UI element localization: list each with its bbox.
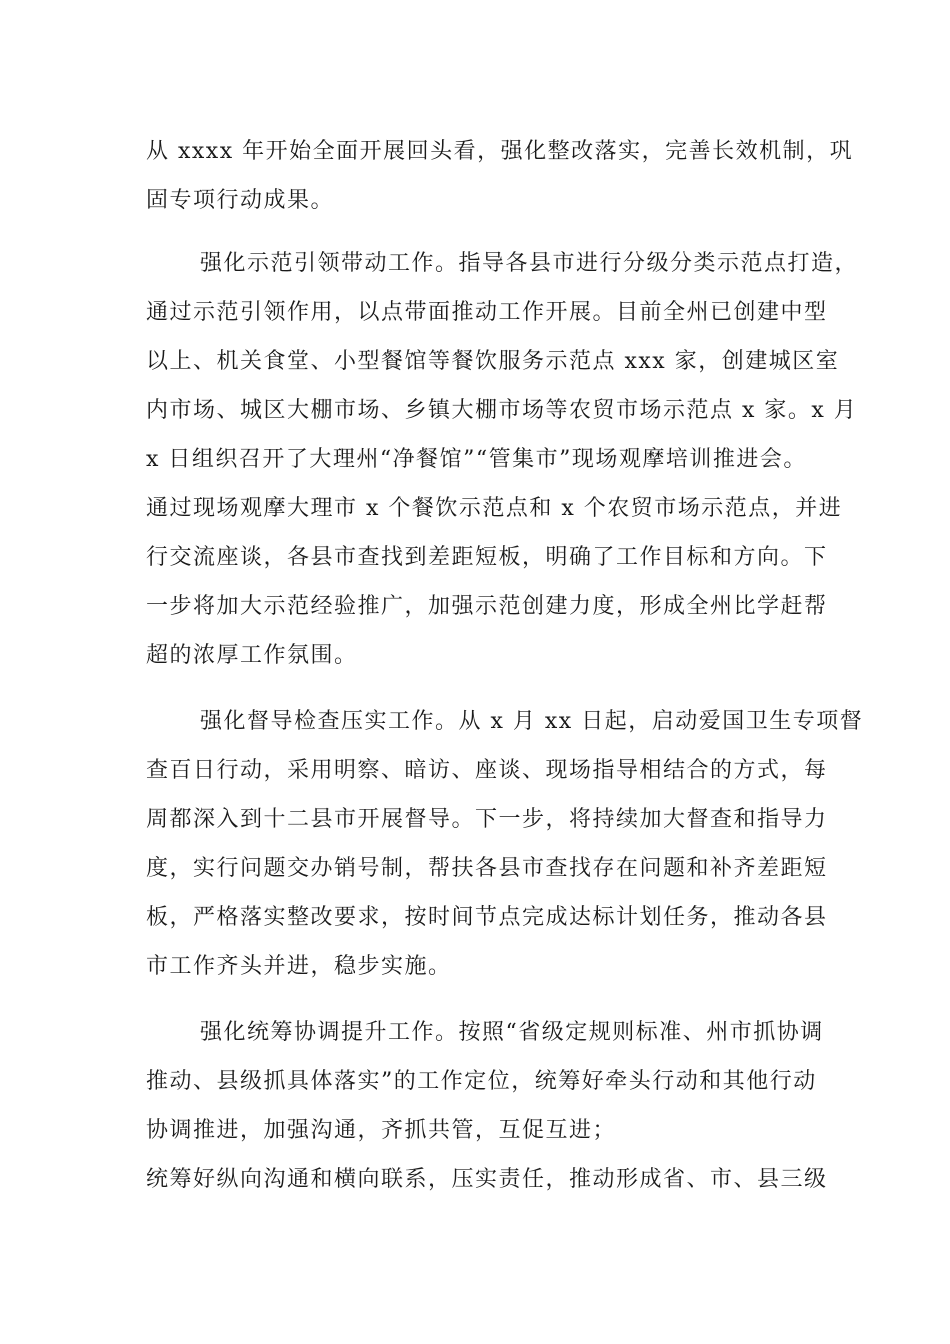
text-line: 一步将加大示范经验推广，加强示范创建力度，形成全州比学赶帮 — [146, 594, 828, 619]
text-line: 市工作齐头并进，稳步实施。 — [146, 954, 452, 979]
text-line: 固专项行动成果。 — [146, 188, 335, 213]
paragraph-start-line: 强化示范引领带动工作。指导各县市进行分级分类示范点打造， — [200, 251, 859, 276]
text-line: 内市场、城区大棚市场、乡镇大棚市场等农贸市场示范点 x 家。x 月 — [146, 398, 858, 423]
text-line: 统筹好纵向沟通和横向联系，压实责任，推动形成省、市、县三级 — [146, 1167, 828, 1192]
text-line: 超的浓厚工作氛围。 — [146, 643, 358, 668]
text-line: 周都深入到十二县市开展督导。下一步，将持续加大督查和指导力 — [146, 807, 828, 832]
text-line: 度，实行问题交办销号制，帮扶各县市查找存在问题和补齐差距短 — [146, 856, 828, 881]
text-line: 从 xxxx 年开始全面开展回头看，强化整改落实，完善长效机制，巩 — [146, 139, 854, 164]
text-line: 以上、机关食堂、小型餐馆等餐饮服务示范点 xxx 家，创建城区室 — [146, 349, 840, 374]
text-line: 协调推进，加强沟通，齐抓共管，互促互进； — [146, 1118, 617, 1143]
text-line: 通过现场观摩大理市 x 个餐饮示范点和 x 个农贸市场示范点，并进 — [146, 496, 843, 521]
text-line: 板，严格落实整改要求，按时间节点完成达标计划任务，推动各县 — [146, 905, 828, 930]
text-line: x 日组织召开了大理州“净餐馆”“管集市”现场观摩培训推进会。 — [146, 447, 807, 472]
text-line: 推动、县级抓具体落实”的工作定位，统筹好牵头行动和其他行动 — [146, 1069, 817, 1094]
text-line: 行交流座谈，各县市查找到差距短板，明确了工作目标和方向。下 — [146, 545, 828, 570]
paragraph-start-line: 强化督导检查压实工作。从 x 月 xx 日起，启动爱国卫生专项督 — [200, 709, 864, 734]
text-line: 查百日行动，采用明察、暗访、座谈、现场指导相结合的方式，每 — [146, 758, 828, 783]
paragraph-start-line: 强化统筹协调提升工作。按照“省级定规则标准、州市抓协调 — [200, 1020, 824, 1045]
text-line: 通过示范引领作用，以点带面推动工作开展。目前全州已创建中型 — [146, 300, 828, 325]
